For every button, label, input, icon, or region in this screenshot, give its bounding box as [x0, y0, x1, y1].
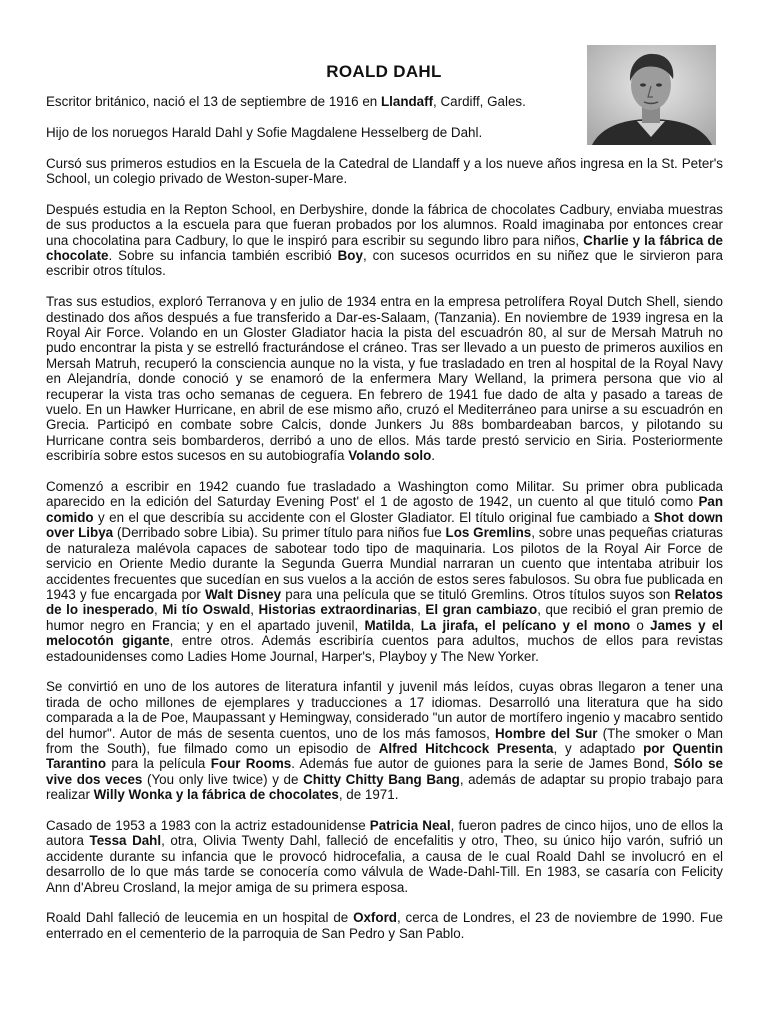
text-run: Casado de 1953 a 1983 con la actriz estadounidense	[46, 817, 370, 833]
text-run: Se convirtió en uno de los autores de literatura infantil y juvenil más leídos, cuyas obras llegaron a tener una tirada de ocho millones de ejemplares y traducciones a 17 idiomas. Desarrolló una literatura que ha sido comparada a la de Poe, Maupassant y Hemingway, considerado "un autor de mortífero ingenio y macabro sentido del humor". Autor de más de sesenta cuentos, uno de los más famosos,	[46, 679, 723, 741]
text-run: , con sucesos ocurridos en su niñez que le sirvieron para escribir otros títulos.	[46, 248, 723, 279]
text-run: (You only live twice) y de	[142, 771, 304, 787]
bold-term: Los Gremlins	[445, 525, 532, 541]
bold-term: La jirafa, el pelícano y el mono	[420, 617, 631, 633]
paragraph	[46, 818, 723, 895]
paragraph	[46, 910, 723, 941]
text-run: , además de adaptar su propio trabajo para realizar	[46, 771, 724, 803]
bold-term: Chitty Chitty Bang Bang	[303, 771, 460, 787]
text-run: Hijo de los noruegos Harald Dahl y Sofie Magdalene Hesselberg de Dahl.	[46, 124, 483, 140]
bold-term: Shot down over Libya	[46, 509, 723, 541]
bold-term: El gran cambiazo	[425, 602, 538, 618]
bold-term: Charlie y la fábrica de chocolate	[46, 232, 723, 264]
text-run: o	[630, 617, 651, 633]
text-run: , otra, Olivia Twenty Dahl, falleció de encefalitis y otro, Theo, su único hijo varón, sufrió un accidente durante su infancia que le provocó hidrocefalia, a causa de le cual Roald Dahl se involucró en el desarrollo de lo que más tarde se conocería como válvula de Wade-Dahl-Till. En 1983, se casaría con Felicity Ann d'Abreu Crosland, la mejor amiga de su primera esposa.	[46, 833, 723, 895]
paragraph	[46, 294, 723, 463]
bold-term: James y el melocotón gigante	[46, 617, 723, 649]
bold-term: Alfred Hitchcock Presenta	[378, 740, 554, 756]
text-run: . Sobre su infancia también escribió	[108, 248, 338, 264]
text-run: Escritor británico, nació el 13 de septiembre de 1916 en	[46, 94, 381, 109]
text-run: , fueron padres de cinco hijos, uno de ellos la autora	[46, 817, 724, 849]
bold-term: Oxford	[353, 910, 397, 926]
bold-term: Boy	[337, 248, 363, 264]
text-run: Roald Dahl falleció de leucemia en un hospital de	[46, 910, 354, 926]
text-run: (Derribado sobre Libia). Su primer título para niños fue	[113, 525, 446, 541]
bold-term: Sólo se vive dos veces	[46, 756, 723, 787]
bold-term: Walt Disney	[205, 586, 282, 602]
text-run: , que recibió el gran premio de humor negro en Francia; y en el apartado juvenil,	[46, 602, 723, 633]
page-title: ROALD DAHL	[326, 62, 442, 81]
bold-term: Llandaff	[380, 94, 434, 109]
text-run: ,	[410, 617, 421, 633]
text-run: , Cardiff, Gales.	[433, 94, 526, 109]
biography-text	[46, 94, 723, 957]
paragraph	[46, 202, 723, 279]
text-run: Cursó sus primeros estudios en la Escuela de la Catedral de Llandaff y a los nueve años ingresa en la St. Peter's School, un colegio privado de Weston-super-Mare.	[46, 155, 723, 186]
bold-term: Willy Wonka y la fábrica de chocolates	[93, 787, 339, 803]
bold-term: Volando solo	[348, 448, 432, 464]
text-run: , sobre unas pequeñas criaturas de naturaleza malévola capaces de sabotear todo tipo de maquinaria. Los pilotos de la Royal Air Force de servicio en Oriente Medio durante la Segunda Guerra Mundial narraran un cuento que intentaba atribuir los accidentes frecuentes que sucedían en sus vuelos a la acción de estos seres fabulosos. Su obra fue publicada en 1943 y fue encargada por	[46, 525, 724, 602]
text-run: Después estudia en la Repton School, en Derbyshire, donde la fábrica de chocolates Cadbury, enviaba muestras de sus productos a la escuela para que fueran probados por los alumnos. Roald imaginaba por entonces crear una chocolatina para Cadbury, lo que le inspiró para escribir su segundo libro para niños,	[46, 201, 723, 248]
text-run: , y adaptado	[553, 740, 644, 756]
bold-term: Matilda	[364, 617, 411, 633]
text-run: para la película	[106, 756, 211, 772]
bold-term: Historias extraordinarias	[258, 602, 418, 618]
text-run: , entre otros. Además escribiría cuentos para adultos, muchos de ellos para revistas estadounidenses como Ladies Home Journal, Harper's, Playboy y The New Yorker.	[46, 633, 723, 664]
text-run: ,	[250, 602, 259, 618]
text-run: Comenzó a escribir en 1942 cuando fue trasladado a Washington como Militar. Su primer obra publicada aparecido en la edición del Saturday Evening Post' el 1 de agosto de 1942, un cuento al que tituló como	[46, 479, 723, 510]
text-run: , cerca de Londres, el 23 de noviembre de 1990. Fue enterrado en el cementerio de la parroquia de San Pedro y San Pablo.	[46, 910, 724, 941]
paragraph	[46, 679, 723, 802]
text-run: , de 1971.	[338, 787, 399, 803]
paragraph	[46, 125, 723, 140]
bold-term: Pan comido	[46, 494, 723, 525]
bold-term: Relatos de lo inesperado	[46, 586, 723, 618]
bold-term: Mi tío Oswald	[162, 602, 251, 618]
text-run: . Además fue autor de guiones para la serie de James Bond,	[291, 756, 674, 772]
bold-term: Patricia Neal	[369, 817, 451, 833]
text-run: Tras sus estudios, exploró Terranova y en julio de 1934 entra en la empresa petrolífera Royal Dutch Shell, siendo destinado dos años después a fue transferido a Dar-es-Salaam, (Tanzania). En noviembre de 1939 ingresa en la Royal Air Force. Volando en un Gloster Gladiator hacia la pista del escuadrón 80, al sur de Mersah Matruh no pudo encontrar la pista y se estrelló fracturándose el cráneo. Tras ser llevado a un puesto de primeros auxilios en Mersah Matruh, recuperó la consciencia aunque no la vista, y fue trasladado en tren al hospital de la Royal Navy en Alejandría, donde conoció y se enamoró de la enfermera Mary Welland, la primera persona que vio al recuperar la vista tras ocho semanas de ceguera. En febrero de 1941 fue dado de alta y pasado a tareas de vuelo. En un Hawker Hurricane, en abril de ese mismo año, cruzó el Mediterráneo para unirse a su escuadrón en Grecia. Participó en combate sobre Calcis, donde Junkers Ju 88s bombardeaban barcos, y pilotando su Hurricane contra seis bombarderos, derribó a uno de ellos. Más tarde prestó servicio en Siria. Posteriormente escribiría sobre estos sucesos en su autobiografía	[46, 294, 723, 464]
bold-term: por Quentin Tarantino	[46, 740, 723, 772]
paragraph	[46, 156, 723, 187]
paragraph	[46, 94, 586, 109]
text-run: ,	[154, 602, 163, 618]
text-run: (The smoker o Man from the South), fue filmado como un episodio de	[46, 725, 723, 756]
bold-term: Hombre del Sur	[494, 725, 598, 741]
bold-term: Tessa Dahl	[89, 833, 162, 849]
text-run: .	[431, 448, 436, 464]
paragraph	[46, 479, 723, 664]
bold-term: Four Rooms	[210, 756, 292, 772]
text-run: para una película que se tituló Gremlins. Otros títulos suyos son	[281, 586, 675, 602]
text-run: y en el que describía su accidente con el Gloster Gladiator. El título original fue cambiado a	[93, 509, 654, 525]
text-run: ,	[417, 602, 426, 618]
